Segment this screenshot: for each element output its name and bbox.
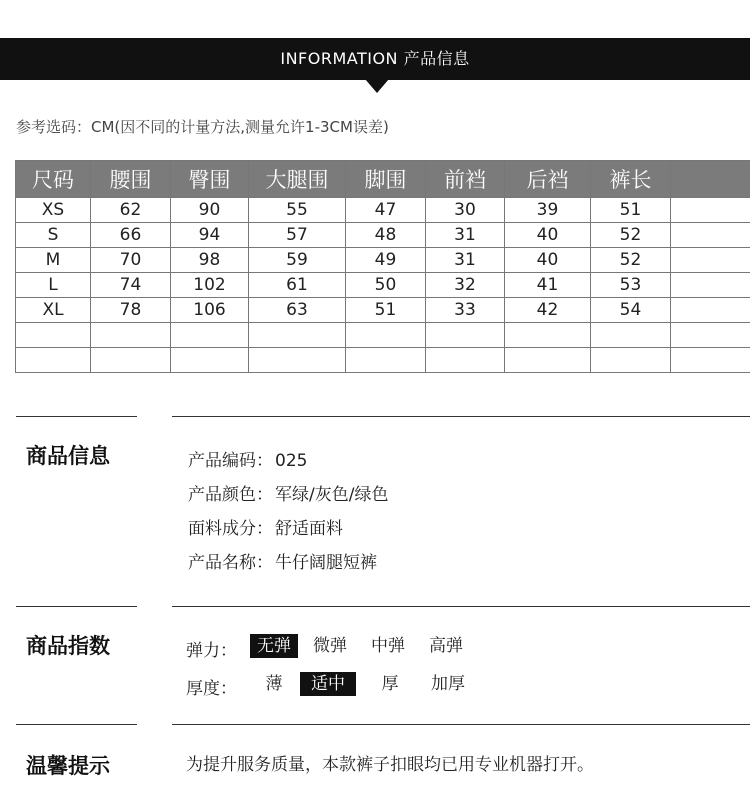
banner-title: INFORMATION 产品信息 <box>280 49 470 68</box>
info-label: 产品名称： <box>188 553 273 573</box>
table-cell: XS <box>16 198 91 223</box>
table-cell <box>171 348 249 373</box>
info-row-name <box>188 548 377 573</box>
thickness-label: 厚度： <box>186 679 237 699</box>
thickness-option-thin: 薄 <box>265 674 283 694</box>
table-cell <box>91 323 171 348</box>
table-cell: 51 <box>346 298 426 323</box>
table-cell: 106 <box>171 298 249 323</box>
thickness-option-thick: 厚 <box>381 674 399 694</box>
table-row <box>16 198 750 223</box>
header-cell: 裤长 <box>591 161 671 198</box>
table-cell: 52 <box>591 223 671 248</box>
header-cell: 后裆 <box>505 161 591 198</box>
table-cell: 55 <box>249 198 346 223</box>
table-cell <box>591 348 671 373</box>
table-cell: 54 <box>591 298 671 323</box>
table-cell: 39 <box>505 198 591 223</box>
table-cell <box>505 348 591 373</box>
table-row <box>16 248 750 273</box>
divider <box>172 416 750 417</box>
table-cell <box>671 273 750 298</box>
header-cell: 大腿围 <box>249 161 346 198</box>
table-cell <box>426 323 505 348</box>
table-cell: 31 <box>426 248 505 273</box>
table-cell <box>249 348 346 373</box>
header-cell: 尺码 <box>16 161 91 198</box>
table-cell: 53 <box>591 273 671 298</box>
table-cell: S <box>16 223 91 248</box>
divider <box>16 416 137 417</box>
product-info-title: 商品信息 <box>26 444 110 468</box>
table-cell: 52 <box>591 248 671 273</box>
table-cell: 66 <box>91 223 171 248</box>
info-value: 舒适面料 <box>275 519 343 539</box>
info-value: 军绿/灰色/绿色 <box>275 485 389 505</box>
table-cell: 102 <box>171 273 249 298</box>
table-cell <box>249 323 346 348</box>
table-cell <box>16 348 91 373</box>
thickness-option-extra-thick: 加厚 <box>431 674 465 694</box>
table-row <box>16 348 750 373</box>
table-cell: 51 <box>591 198 671 223</box>
table-cell: 31 <box>426 223 505 248</box>
table-cell <box>91 348 171 373</box>
product-index-title: 商品指数 <box>26 634 110 658</box>
header-cell <box>671 161 750 198</box>
table-cell <box>171 323 249 348</box>
table-cell <box>671 348 750 373</box>
table-cell: 63 <box>249 298 346 323</box>
table-row <box>16 273 750 298</box>
table-cell <box>671 223 750 248</box>
divider <box>16 724 137 725</box>
header-cell: 臀围 <box>171 161 249 198</box>
table-cell: 42 <box>505 298 591 323</box>
table-row <box>16 323 750 348</box>
info-row-color <box>188 480 388 505</box>
elasticity-option-slight: 微弹 <box>313 636 347 656</box>
info-row-fabric <box>188 514 343 539</box>
table-cell: 50 <box>346 273 426 298</box>
size-table <box>15 160 750 373</box>
divider <box>172 606 750 607</box>
table-row <box>16 223 750 248</box>
tips-text: 为提升服务质量，本款裤子扣眼均已用专业机器打开。 <box>186 755 594 775</box>
table-cell <box>671 298 750 323</box>
table-cell: 49 <box>346 248 426 273</box>
table-cell: 90 <box>171 198 249 223</box>
table-cell: XL <box>16 298 91 323</box>
table-cell <box>346 323 426 348</box>
banner-arrow-icon <box>365 79 389 93</box>
table-cell: 30 <box>426 198 505 223</box>
header-cell: 前裆 <box>426 161 505 198</box>
table-cell: 94 <box>171 223 249 248</box>
info-label: 产品颜色： <box>188 485 273 505</box>
size-table-header <box>16 161 750 198</box>
table-cell <box>671 323 750 348</box>
table-cell <box>505 323 591 348</box>
elasticity-label: 弹力： <box>186 641 237 661</box>
info-label: 产品编码： <box>188 451 273 471</box>
thickness-option-medium: 适中 <box>300 672 356 696</box>
table-cell: 32 <box>426 273 505 298</box>
header-cell: 腰围 <box>91 161 171 198</box>
header-cell: 脚围 <box>346 161 426 198</box>
elasticity-option-high: 高弹 <box>429 636 463 656</box>
table-cell <box>16 323 91 348</box>
info-label: 面料成分： <box>188 519 273 539</box>
table-cell: 41 <box>505 273 591 298</box>
elasticity-option-medium: 中弹 <box>371 636 405 656</box>
table-cell <box>426 348 505 373</box>
table-cell: 47 <box>346 198 426 223</box>
table-cell: 98 <box>171 248 249 273</box>
table-cell: 40 <box>505 223 591 248</box>
table-cell <box>346 348 426 373</box>
table-cell <box>591 323 671 348</box>
table-cell: L <box>16 273 91 298</box>
info-value: 025 <box>275 451 308 471</box>
info-row-code <box>188 446 307 471</box>
table-cell: 40 <box>505 248 591 273</box>
table-cell <box>671 198 750 223</box>
table-cell <box>671 248 750 273</box>
table-cell: 70 <box>91 248 171 273</box>
measurement-note: 参考选码：CM(因不同的计量方法,测量允许1-3CM误差) <box>16 118 389 136</box>
table-cell: M <box>16 248 91 273</box>
table-cell: 33 <box>426 298 505 323</box>
table-cell: 61 <box>249 273 346 298</box>
table-cell: 62 <box>91 198 171 223</box>
table-cell: 74 <box>91 273 171 298</box>
divider <box>172 724 750 725</box>
table-row <box>16 298 750 323</box>
info-value: 牛仔阔腿短裤 <box>275 553 377 573</box>
table-cell: 48 <box>346 223 426 248</box>
tips-title: 温馨提示 <box>26 754 110 778</box>
table-cell: 78 <box>91 298 171 323</box>
table-cell: 59 <box>249 248 346 273</box>
table-cell: 57 <box>249 223 346 248</box>
divider <box>16 606 137 607</box>
elasticity-option-none: 无弹 <box>250 634 298 658</box>
